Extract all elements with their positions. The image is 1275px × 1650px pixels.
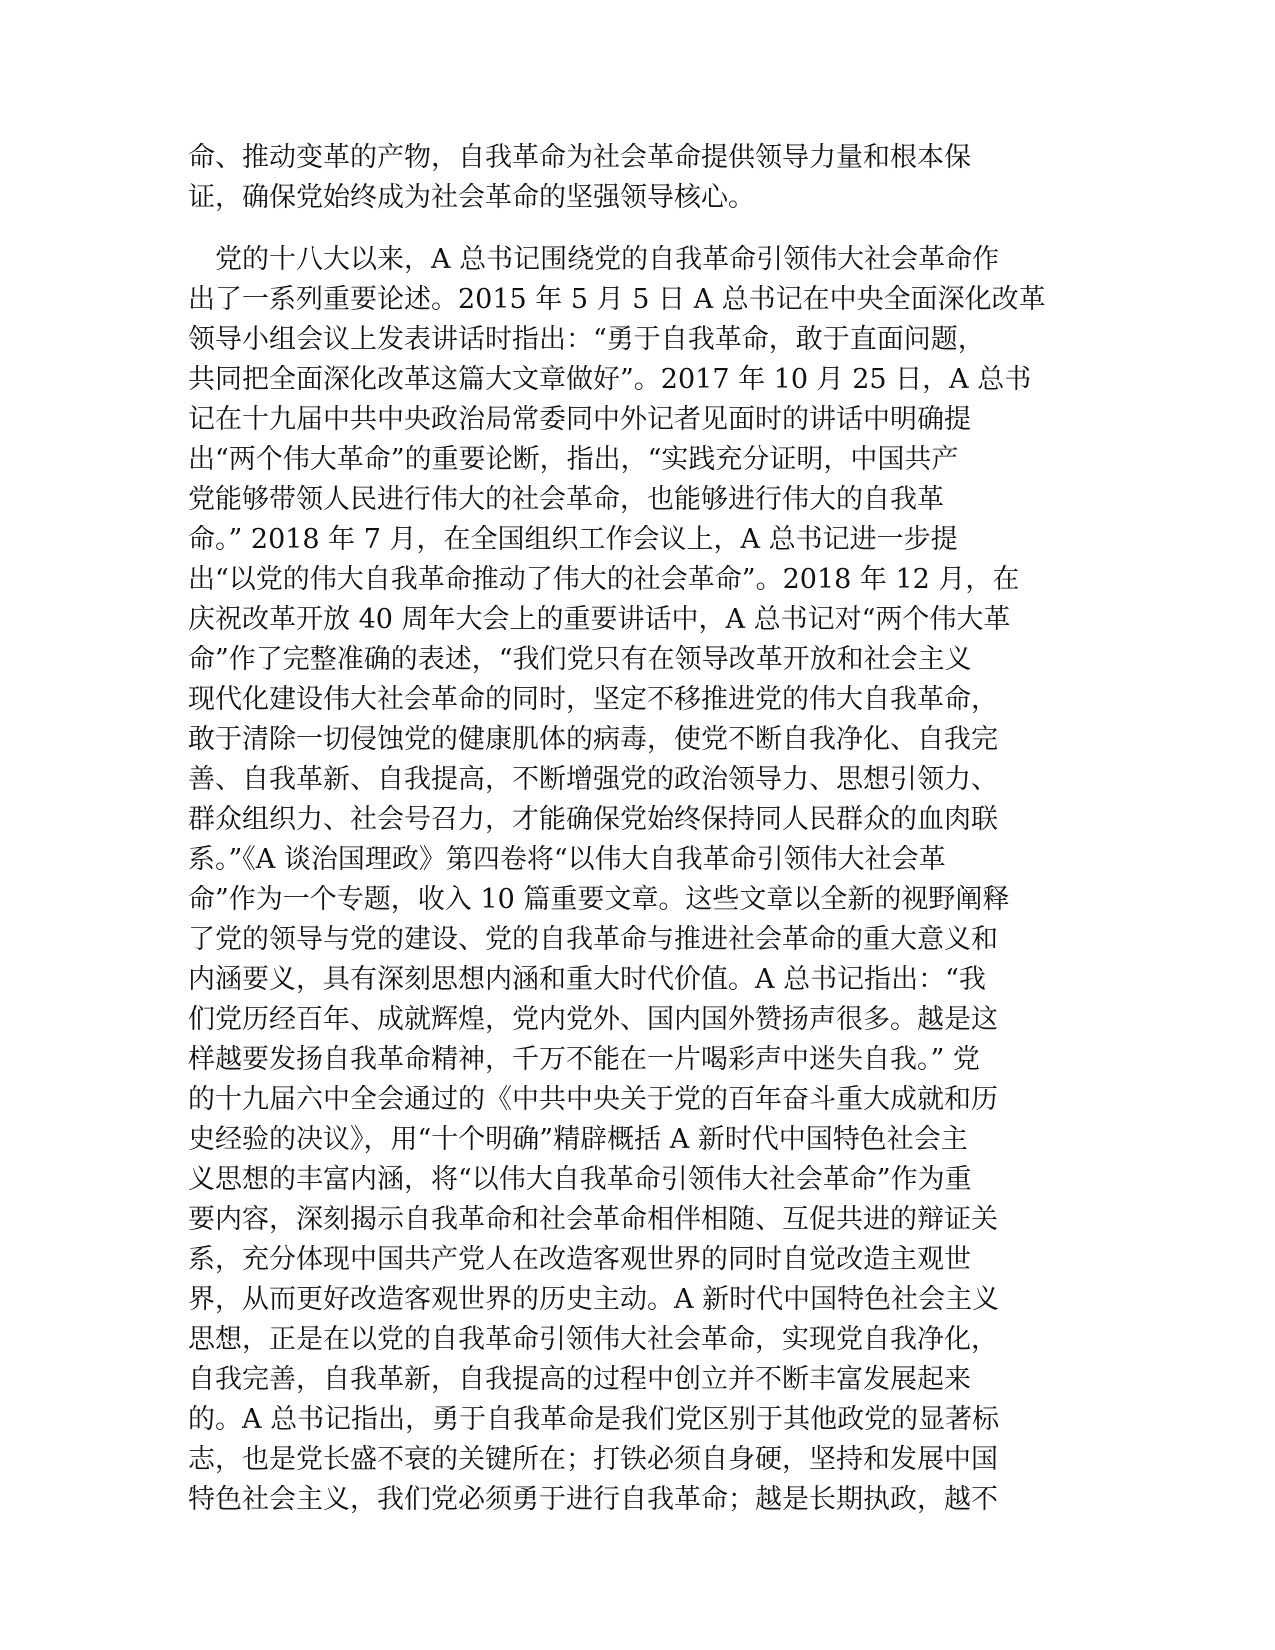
text-line: 系。”《A 谈治国理政》第四卷将“以伟大自我革命引领伟大社会革 — [188, 844, 946, 875]
text-line: 党能够带领人民进行伟大的社会革命，也能够进行伟大的自我革 — [188, 484, 944, 515]
text-line: 系，充分体现中国共产党人在改造客观世界的同时自觉改造主观世 — [188, 1244, 971, 1275]
text-line: 证，确保党始终成为社会革命的坚强领导核心。 — [188, 182, 755, 213]
text-line: 内涵要义，具有深刻思想内涵和重大时代价值。A 总书记指出：“我 — [188, 964, 986, 995]
text-line: 界，从而更好改造客观世界的历史主动。A 新时代中国特色社会主义 — [188, 1284, 1000, 1315]
text-line: 的十九届六中全会通过的《中共中央关于党的百年奋斗重大成就和历 — [188, 1084, 998, 1115]
text-line: 自我完善，自我革新，自我提高的过程中创立并不断丰富发展起来 — [188, 1364, 971, 1395]
text-line: 样越要发扬自我革命精神，千万不能在一片喝彩声中迷失自我。” 党 — [188, 1044, 980, 1075]
text-line: 史经验的决议》，用“十个明确”精辟概括 A 新时代中国特色社会主 — [188, 1124, 968, 1155]
text-line: 敢于清除一切侵蚀党的健康肌体的病毒，使党不断自我净化、自我完 — [188, 724, 998, 755]
text-line: 们党历经百年、成就辉煌，党内党外、国内国外赞扬声很多。越是这 — [188, 1004, 998, 1035]
text-line: 命。” 2018 年 7 月，在全国组织工作会议上，A 总书记进一步提 — [188, 524, 958, 555]
text-line: 义思想的丰富内涵，将“以伟大自我革命引领伟大社会革命”作为重 — [188, 1164, 972, 1195]
text-line: 命”作为一个专题，收入 10 篇重要文章。这些文章以全新的视野阐释 — [188, 884, 1010, 915]
text-line: 善、自我革新、自我提高，不断增强党的政治领导力、思想引领力、 — [188, 764, 998, 795]
text-line: 共同把全面深化改革这篇大文章做好”。2017 年 10 月 25 日，A 总书 — [188, 364, 1032, 395]
text-line: 现代化建设伟大社会革命的同时，坚定不移推进党的伟大自我革命， — [188, 684, 998, 715]
text-line: 群众组织力、社会号召力，才能确保党始终保持同人民群众的血肉联 — [188, 804, 998, 835]
text-line: 命、推动变革的产物，自我革命为社会革命提供领导力量和根本保 — [188, 142, 971, 173]
text-line: 的。A 总书记指出，勇于自我革命是我们党区别于其他政党的显著标 — [188, 1404, 1000, 1435]
text-line: 领导小组会议上发表讲话时指出：“勇于自我革命，敢于直面问题， — [188, 324, 985, 355]
text-line: 庆祝改革开放 40 周年大会上的重要讲话中，A 总书记对“两个伟大革 — [188, 604, 1011, 635]
text-line: 出了一系列重要论述。2015 年 5 月 5 日 A 总书记在中央全面深化改革 — [188, 284, 1046, 315]
text-line: 特色社会主义，我们党必须勇于进行自我革命；越是长期执政，越不 — [188, 1484, 998, 1515]
paragraph-continued — [188, 138, 1068, 218]
text-line: 思想，正是在以党的自我革命引领伟大社会革命，实现党自我净化， — [188, 1324, 998, 1355]
text-line: 了党的领导与党的建设、党的自我革命与推进社会革命的重大意义和 — [188, 924, 998, 955]
text-line: 记在十九届中共中央政治局常委同中外记者见面时的讲话中明确提 — [188, 404, 971, 435]
text-line: 命”作了完整准确的表述，“我们党只有在领导改革开放和社会主义 — [188, 644, 972, 675]
text-line: 出“以党的伟大自我革命推动了伟大的社会革命”。2018 年 12 月，在 — [188, 564, 1020, 595]
text-line: 要内容，深刻揭示自我革命和社会革命相伴相随、互促共进的辩证关 — [188, 1204, 998, 1235]
text-line: 志，也是党长盛不衰的关键所在；打铁必须自身硬，坚持和发展中国 — [188, 1444, 998, 1475]
text-line: 出“两个伟大革命”的重要论断，指出，“实践充分证明，中国共产 — [188, 444, 959, 475]
paragraph-main — [188, 240, 1068, 1520]
text-line: 党的十八大以来，A 总书记围绕党的自我革命引领伟大社会革命作 — [188, 244, 1000, 275]
